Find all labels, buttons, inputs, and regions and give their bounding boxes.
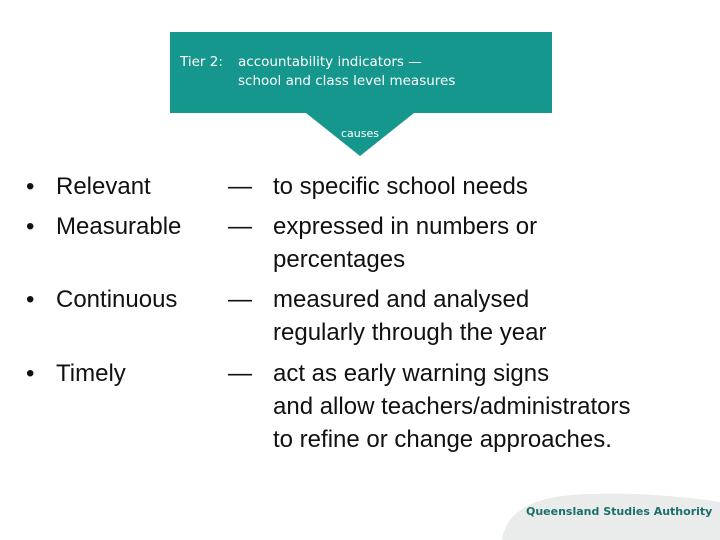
tier-title-line1: accountability indicators — — [238, 54, 422, 70]
description-line: and allow teachers/administrators — [273, 393, 631, 420]
criterion-measurable — [26, 212, 181, 242]
description-line: measured and analysed — [273, 286, 530, 313]
bullet-marker: • — [26, 286, 35, 313]
criterion-description — [273, 210, 537, 276]
description-line: act as early warning signs — [273, 360, 550, 387]
criterion-timely — [26, 359, 126, 389]
criterion-dash: — — [228, 213, 252, 240]
criterion-dash: — — [228, 173, 252, 200]
bullet-marker: • — [26, 213, 35, 240]
criterion-term: Measurable — [56, 213, 182, 240]
arrow-label: causes — [341, 127, 379, 140]
description-line: percentages — [273, 246, 406, 273]
description-line: to specific school needs — [273, 173, 528, 200]
criterion-dash: — — [228, 360, 252, 387]
criterion-description — [273, 357, 631, 456]
criterion-continuous — [26, 285, 177, 315]
criterion-description — [273, 283, 547, 349]
tier-header-box — [170, 32, 552, 113]
bullet-marker: • — [26, 173, 35, 200]
tier-title-line2: school and class level measures — [238, 73, 456, 89]
criterion-term: Relevant — [56, 173, 151, 200]
criterion-relevant — [26, 172, 151, 202]
description-line: to refine or change approaches. — [273, 426, 612, 453]
description-line: regularly through the year — [273, 319, 547, 346]
criterion-term: Continuous — [56, 286, 178, 313]
description-line: expressed in numbers or — [273, 213, 538, 240]
logo: Queensland Studies Authority — [526, 505, 713, 518]
criterion-dash: — — [228, 286, 252, 313]
tier-label: Tier 2: — [180, 54, 223, 70]
criterion-description — [273, 170, 528, 203]
criterion-term: Timely — [56, 360, 126, 387]
bullet-marker: • — [26, 360, 35, 387]
